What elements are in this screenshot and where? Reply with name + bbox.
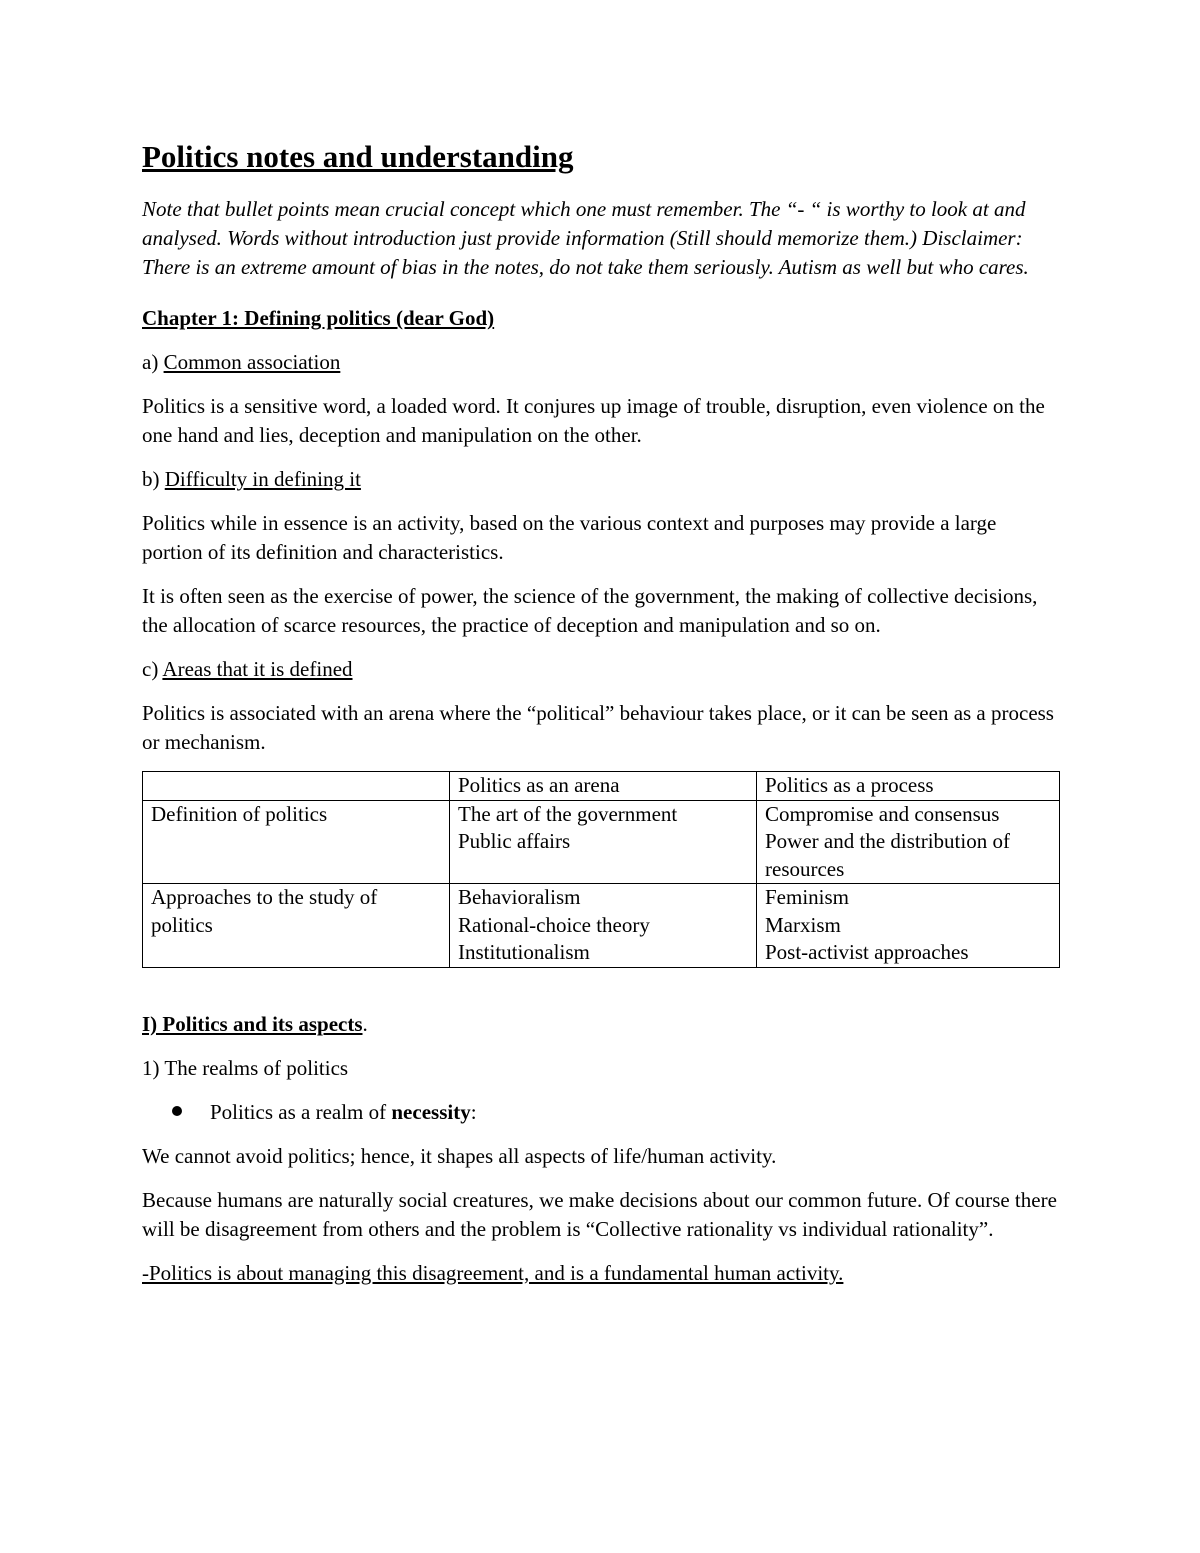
table-header-cell: Politics as an arena (450, 772, 757, 801)
document-title: Politics notes and understanding (142, 139, 574, 174)
subheading-c-prefix: c) (142, 657, 163, 682)
section-heading-text: I) Politics and its aspects (142, 1011, 363, 1036)
table-cell-line: Marxism (765, 912, 841, 937)
table-cell (757, 884, 1060, 968)
table-cell-line: Power and the distribution of resources (765, 829, 1010, 881)
subheading-a-prefix: a) (142, 350, 164, 375)
subheading-c (142, 655, 1060, 684)
bullet-prefix: Politics as a realm of (210, 1099, 392, 1124)
paragraph-b2: It is often seen as the exercise of power, the science of the government, the making of collective decisions, the allocation of scarce resources, the practice of deception and manipulation and so on. (142, 584, 1038, 638)
table-row-label: Definition of politics (143, 800, 450, 884)
table-cell-line: Institutionalism (458, 940, 590, 965)
document-page (142, 138, 1060, 1303)
section-heading (142, 1010, 1060, 1039)
table-header-row (143, 772, 1060, 801)
subheading-a (142, 348, 1060, 377)
table-cell (757, 800, 1060, 884)
paragraph-managing: -Politics is about managing this disagreement, and is a fundamental human activity. (142, 1260, 844, 1285)
subheading-b-prefix: b) (142, 467, 165, 492)
table-cell-line: Public affairs (458, 829, 571, 854)
subheading-b-label: Difficulty in defining it (164, 467, 361, 492)
table-cell-line: Compromise and consensus (765, 801, 1000, 826)
bullet-text (210, 1098, 477, 1127)
table-row-label: Approaches to the study of politics (143, 884, 450, 968)
table-cell (450, 884, 757, 968)
subheading-a-label: Common association (163, 350, 341, 375)
table-header-cell: Politics as a process (757, 772, 1060, 801)
table-cell-line: Behavioralism (458, 885, 581, 910)
table-cell-line: The art of the government (458, 801, 678, 826)
section-heading-suffix: . (362, 1011, 368, 1036)
table-cell-line: Feminism (765, 885, 850, 910)
table-cell-line: Post-activist approaches (765, 940, 969, 965)
politics-table (142, 771, 1060, 968)
bullet-suffix: : (470, 1099, 477, 1124)
table-header-cell (143, 772, 450, 801)
table-row (143, 884, 1060, 968)
table-row (143, 800, 1060, 884)
chapter-heading: Chapter 1: Defining politics (dear God) (142, 306, 495, 331)
table-cell-line: Rational-choice theory (458, 912, 650, 937)
bullet-item (142, 1098, 1060, 1127)
paragraph-a: Politics is a sensitive word, a loaded word. It conjures up image of trouble, disruption, even violence on the one hand and lies, deception and manipulation on the other. (142, 394, 1045, 448)
intro-note: Note that bullet points mean crucial concept which one must remember. The “- “ is worthy to look at and analysed. Words without introduction just provide information (Still should memorize them.) Disclaimer: There is an extreme amount of bias in the notes, do not take them seriously. Autism as well but who cares. (142, 197, 1029, 280)
bullet-dot-icon (172, 1106, 182, 1116)
subheading-b (142, 465, 1060, 494)
paragraph-necessity: We cannot avoid politics; hence, it shapes all aspects of life/human activity. (142, 1143, 777, 1168)
table-cell (450, 800, 757, 884)
bullet-bold: necessity (391, 1099, 471, 1124)
realms-subheading: 1) The realms of politics (142, 1055, 349, 1080)
paragraph-social: Because humans are naturally social creatures, we make decisions about our common future. Of course there will be disagreement from others and the problem is “Collective rationality vs individual rationality”. (142, 1187, 1057, 1241)
paragraph-c: Politics is associated with an arena where the “political” behaviour takes place, or it can be seen as a process or mechanism. (142, 701, 1054, 755)
paragraph-b1: Politics while in essence is an activity, based on the various context and purposes may provide a large portion of its definition and characteristics. (142, 511, 997, 565)
subheading-c-label: Areas that it is defined (162, 657, 353, 682)
